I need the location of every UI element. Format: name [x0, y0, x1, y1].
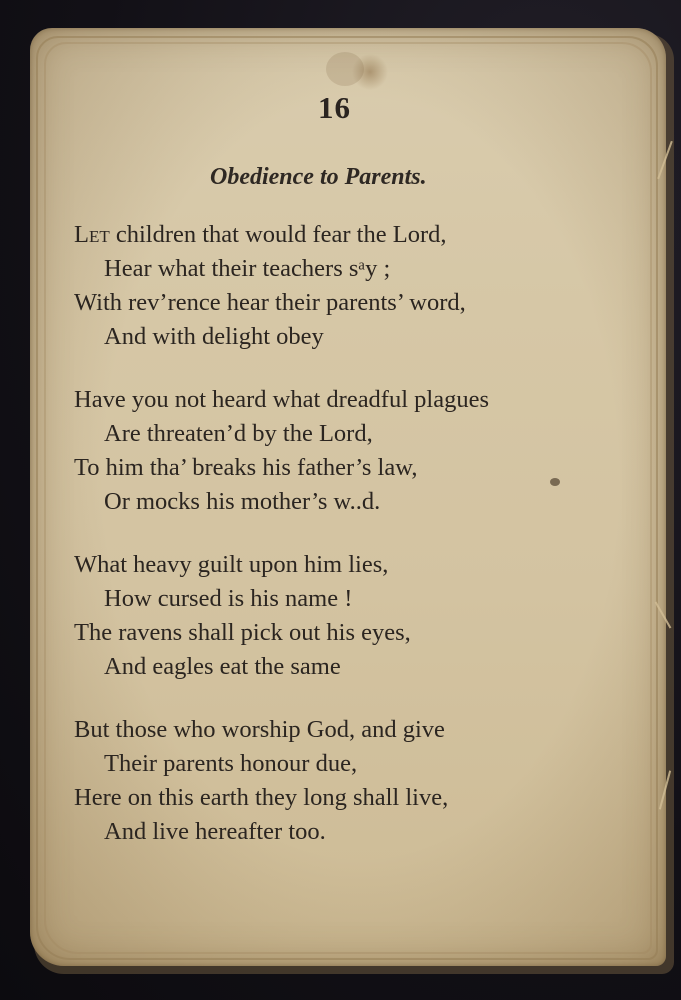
- verse-line: With rev’rence hear their parents’ word,: [74, 289, 466, 316]
- verse-line: Let children that would fear the Lord,: [74, 221, 447, 248]
- verse-line: Hear what their teachers sᵃy ;: [104, 255, 391, 282]
- stanza: [74, 383, 634, 519]
- verse-line: How cursed is his name !: [104, 585, 353, 612]
- verse-line: Their parents honour due,: [104, 750, 358, 777]
- verse-line: And live hereafter too.: [104, 818, 326, 845]
- stanza: [74, 713, 634, 849]
- verse-line: Are threaten’d by the Lord,: [104, 420, 373, 447]
- stanza: [74, 218, 634, 354]
- page-number: 16: [318, 90, 351, 125]
- verse-line: And eagles eat the same: [104, 653, 341, 680]
- verse-line: Or mocks his mother’s w..d.: [104, 488, 381, 515]
- drop-word: Let: [74, 221, 110, 248]
- verse-line: To him tha’ breaks his father’s law,: [74, 454, 418, 481]
- foxing-stain: [326, 52, 364, 86]
- verse-line: The ravens shall pick out his eyes,: [74, 619, 411, 646]
- poem-body: [74, 218, 634, 878]
- verse-line: But those who worship God, and give: [74, 716, 445, 743]
- verse-line: And with delight obey: [104, 323, 324, 350]
- verse-line: What heavy guilt upon him lies,: [74, 551, 389, 578]
- book-page: [30, 28, 666, 966]
- verse-line: Have you not heard what dreadful plagues: [74, 386, 489, 413]
- verse-line: Here on this earth they long shall live,: [74, 784, 449, 811]
- stanza: [74, 548, 634, 684]
- poem-title: Obedience to Parents.: [210, 164, 427, 190]
